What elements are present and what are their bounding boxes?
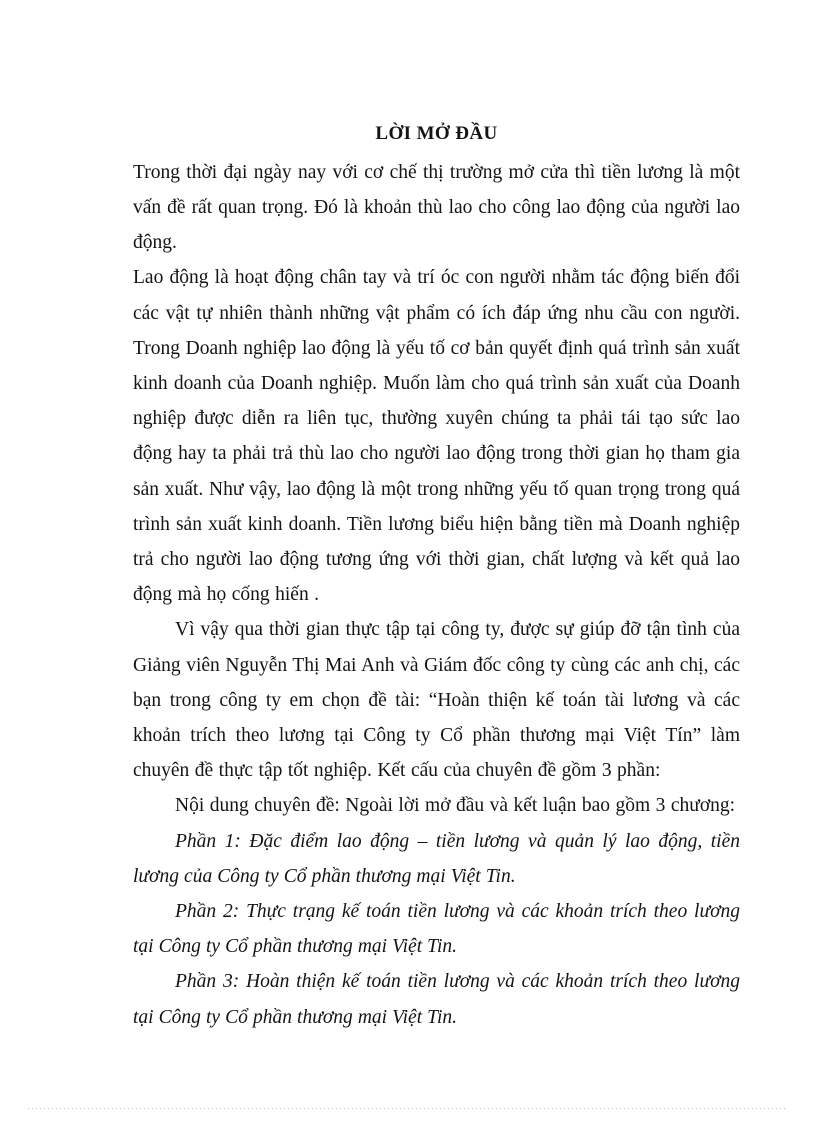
- section-part-3: Phần 3: Hoàn thiện kế toán tiền lương và các khoản trích theo lương tại Công ty Cổ phần thương mại Việt Tin.: [133, 971, 740, 1028]
- document-text-block: [133, 122, 740, 1035]
- paragraph-contents-overview: Nội dung chuyên đề: Ngoài lời mở đầu và kết luận bao gồm 3 chương:: [175, 795, 736, 817]
- paragraph-internship-topic: Vì vậy qua thời gian thực tập tại công ty, được sự giúp đỡ tận tình của Giảng viên Nguyễn Thị Mai Anh và Giám đốc công ty cùng các anh chị, các bạn trong công ty em chọn đề tài: “Hoàn thiện kế toán tài lương và các khoản trích theo lương tại Công ty Cổ phần thương mại Việt Tín” làm chuyên đề thực tập tốt nghiệp. Kết cấu của chuyên đề gồm 3 phần:: [133, 619, 740, 782]
- page-title: LỜI MỞ ĐẦU: [375, 123, 498, 144]
- scan-edge-artifact: [28, 1108, 788, 1109]
- section-part-1: Phần 1: Đặc điểm lao động – tiền lương và quản lý lao động, tiền lương của Công ty Cổ phần thương mại Việt Tin.: [133, 830, 740, 887]
- paragraph-labour-definition: Lao động là hoạt động chân tay và trí óc con người nhằm tác động biến đổi các vật tự nhiên thành những vật phẩm có ích đáp ứng nhu cầu con người. Trong Doanh nghiệp lao động là yếu tố cơ bản quyết định quá trình sản xuất kinh doanh của Doanh nghiệp. Muốn làm cho quá trình sản xuất của Doanh nghiệp được diễn ra liên tục, thường xuyên chúng ta phải tái tạo sức lao động hay ta phải trả thù lao cho người lao động trong thời gian họ tham gia sản xuất. Như vậy, lao động là một trong những yếu tố quan trọng trong quá trình sản xuất kinh doanh. Tiền lương biểu hiện bằng tiền mà Doanh nghiệp trả cho người lao động tương ứng với thời gian, chất lượng và kết quả lao động mà họ cống hiến .: [133, 267, 740, 606]
- section-part-2: Phần 2: Thực trạng kế toán tiền lương và các khoản trích theo lương tại Công ty Cổ phần thương mại Việt Tin.: [133, 901, 740, 958]
- paragraph-intro-wage: Trong thời đại ngày nay với cơ chế thị trường mở cửa thì tiền lương là một vấn đề rất quan trọng. Đó là khoản thù lao cho công lao động của người lao động.: [133, 161, 740, 254]
